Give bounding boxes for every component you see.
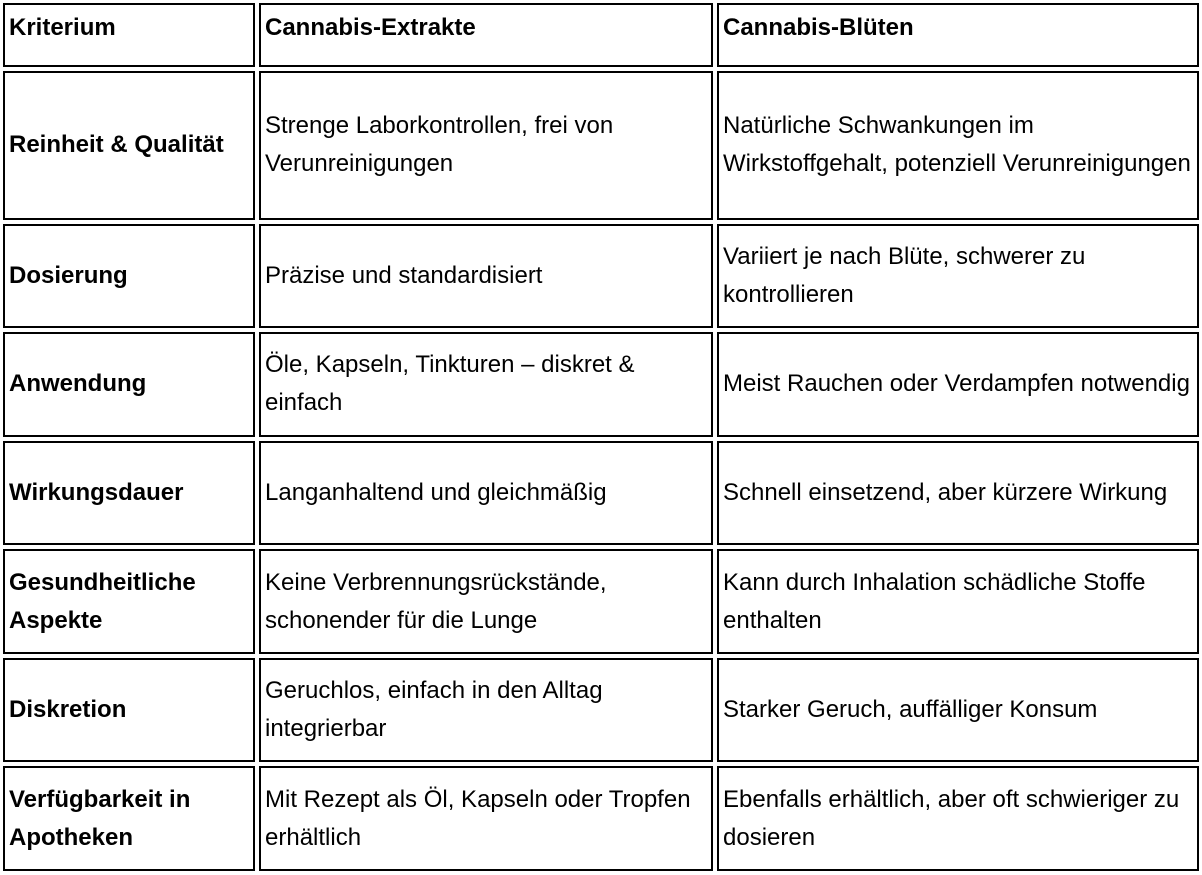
- flowers-cell: Schnell einsetzend, aber kürzere Wirkung: [717, 441, 1199, 546]
- flowers-cell: Starker Geruch, auffälliger Konsum: [717, 658, 1199, 763]
- criterion-cell: Reinheit & Qualität: [3, 71, 255, 220]
- criterion-cell: Diskretion: [3, 658, 255, 763]
- extracts-cell: Mit Rezept als Öl, Kapseln oder Tropfen erhältlich: [259, 766, 713, 871]
- table-row: [3, 766, 1199, 871]
- criterion-cell: Dosierung: [3, 224, 255, 329]
- header-extracts: Cannabis-Extrakte: [259, 3, 713, 67]
- extracts-cell: Langanhaltend und gleichmäßig: [259, 441, 713, 546]
- header-criterion: Kriterium: [3, 3, 255, 67]
- flowers-cell: Variiert je nach Blüte, schwerer zu kontrollieren: [717, 224, 1199, 329]
- criterion-cell: Wirkungsdauer: [3, 441, 255, 546]
- criterion-cell: Gesundheitliche Aspekte: [3, 549, 255, 654]
- extracts-cell: Keine Verbrennungsrückstände, schonender für die Lunge: [259, 549, 713, 654]
- flowers-cell: Meist Rauchen oder Verdampfen notwendig: [717, 332, 1199, 437]
- table-row: [3, 549, 1199, 654]
- header-flowers: Cannabis-Blüten: [717, 3, 1199, 67]
- criterion-cell: Verfügbarkeit in Apotheken: [3, 766, 255, 871]
- flowers-cell: Kann durch Inhalation schädliche Stoffe enthalten: [717, 549, 1199, 654]
- table-header-row: [3, 3, 1199, 67]
- flowers-cell: Ebenfalls erhältlich, aber oft schwieriger zu dosieren: [717, 766, 1199, 871]
- criterion-cell: Anwendung: [3, 332, 255, 437]
- extracts-cell: Öle, Kapseln, Tinkturen – diskret & einfach: [259, 332, 713, 437]
- extracts-cell: Geruchlos, einfach in den Alltag integrierbar: [259, 658, 713, 763]
- extracts-cell: Strenge Laborkontrollen, frei von Verunreinigungen: [259, 71, 713, 220]
- table-row: [3, 224, 1199, 329]
- table-row: [3, 332, 1199, 437]
- flowers-cell: Natürliche Schwankungen im Wirkstoffgehalt, potenziell Verunreinigungen: [717, 71, 1199, 220]
- table-row: [3, 658, 1199, 763]
- extracts-cell: Präzise und standardisiert: [259, 224, 713, 329]
- table-row: [3, 71, 1199, 220]
- table-row: [3, 441, 1199, 546]
- comparison-table-wrapper: [3, 3, 1199, 871]
